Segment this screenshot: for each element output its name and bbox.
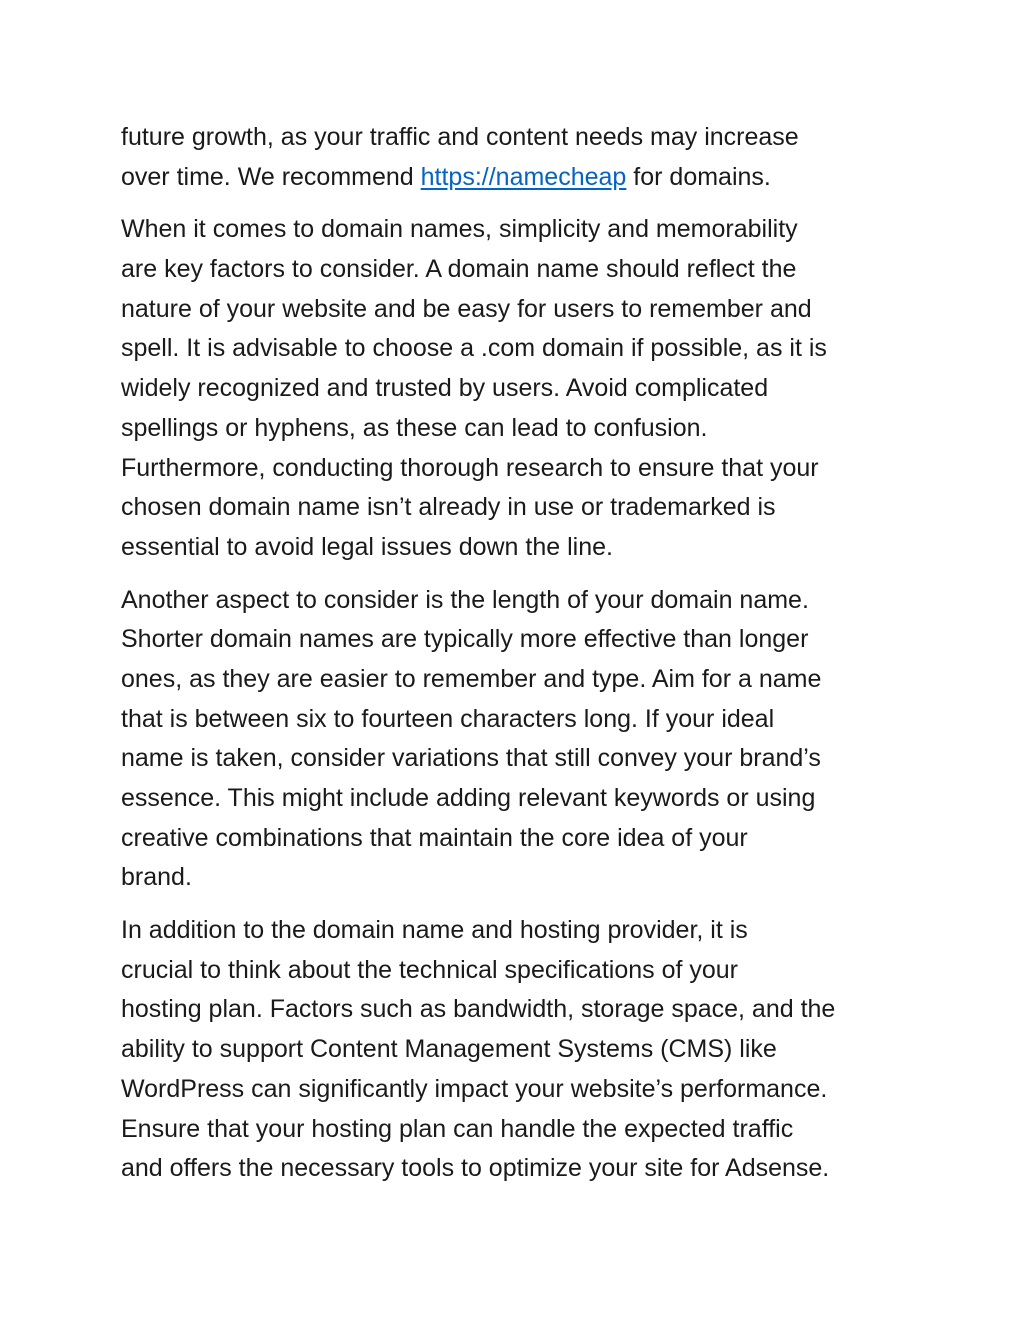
- text-line: [121, 118, 911, 158]
- text-line: [121, 1110, 911, 1150]
- text-line: [121, 858, 911, 898]
- body-paragraph: [121, 118, 911, 197]
- text-line: [121, 700, 911, 740]
- body-paragraph: [121, 911, 911, 1189]
- text-run: crucial to think about the technical specifications of your: [121, 955, 739, 984]
- text-run: hosting plan. Factors such as bandwidth, storage space, and the: [121, 995, 836, 1024]
- text-run: over time. We recommend: [121, 162, 421, 191]
- text-line: [121, 158, 911, 198]
- text-run: future growth, as your traffic and content needs may increase: [121, 123, 799, 151]
- text-run: chosen domain name isn’t already in use or trademarked is: [121, 493, 776, 522]
- text-run: brand.: [121, 863, 192, 892]
- text-run: WordPress can significantly impact your website’s performance.: [121, 1074, 828, 1103]
- text-line: [121, 581, 911, 621]
- text-run: Furthermore, conducting thorough research to ensure that your: [121, 453, 819, 482]
- text-line: [121, 488, 911, 528]
- text-line: [121, 329, 911, 369]
- text-run: nature of your website and be easy for users to remember and: [121, 294, 812, 323]
- text-line: [121, 911, 911, 951]
- text-run: Shorter domain names are typically more effective than longer: [121, 625, 809, 654]
- text-line: [121, 819, 911, 859]
- text-run: creative combinations that maintain the core idea of your: [121, 823, 748, 852]
- text-line: [121, 779, 911, 819]
- text-run: widely recognized and trusted by users. Avoid complicated: [121, 374, 769, 403]
- text-run: In addition to the domain name and hosting provider, it is: [121, 916, 748, 945]
- text-line: [121, 1030, 911, 1070]
- text-line: [121, 369, 911, 409]
- namecheap-link[interactable]: https://namecheap: [420, 162, 627, 191]
- text-line: [121, 1149, 911, 1189]
- text-run: spellings or hyphens, as these can lead to confusion.: [121, 413, 708, 442]
- text-run: spell. It is advisable to choose a .com domain if possible, as it is: [121, 334, 827, 363]
- text-line: [121, 449, 911, 489]
- text-line: [121, 990, 911, 1030]
- text-run: are key factors to consider. A domain name should reflect the: [121, 255, 797, 284]
- text-run: When it comes to domain names, simplicity and memorability: [121, 215, 798, 244]
- text-run: essential to avoid legal issues down the line.: [121, 532, 613, 561]
- text-run: that is between six to fourteen characters long. If your ideal: [121, 704, 775, 733]
- text-run: Another aspect to consider is the length of your domain name.: [121, 585, 809, 614]
- text-run: and offers the necessary tools to optimize your site for Adsense.: [121, 1154, 830, 1183]
- text-line: [121, 528, 911, 568]
- text-line: [121, 210, 911, 250]
- text-run: essence. This might include adding relevant keywords or using: [121, 784, 816, 812]
- text-run: ability to support Content Management Systems (CMS) like: [121, 1035, 777, 1064]
- body-paragraph: [121, 210, 911, 567]
- body-paragraph: [121, 581, 911, 899]
- text-line: [121, 250, 911, 290]
- text-run: for domains.: [626, 162, 771, 191]
- text-line: [121, 290, 911, 330]
- text-run: ones, as they are easier to remember and type. Aim for a name: [121, 664, 822, 693]
- text-run: name is taken, consider variations that still convey your brand’s: [121, 744, 821, 773]
- text-line: [121, 739, 911, 779]
- text-line: [121, 951, 911, 991]
- text-line: [121, 1070, 911, 1110]
- text-line: [121, 409, 911, 449]
- document-page: [121, 118, 911, 1202]
- text-run: Ensure that your hosting plan can handle the expected traffic: [121, 1114, 794, 1143]
- text-line: [121, 620, 911, 660]
- text-line: [121, 660, 911, 700]
